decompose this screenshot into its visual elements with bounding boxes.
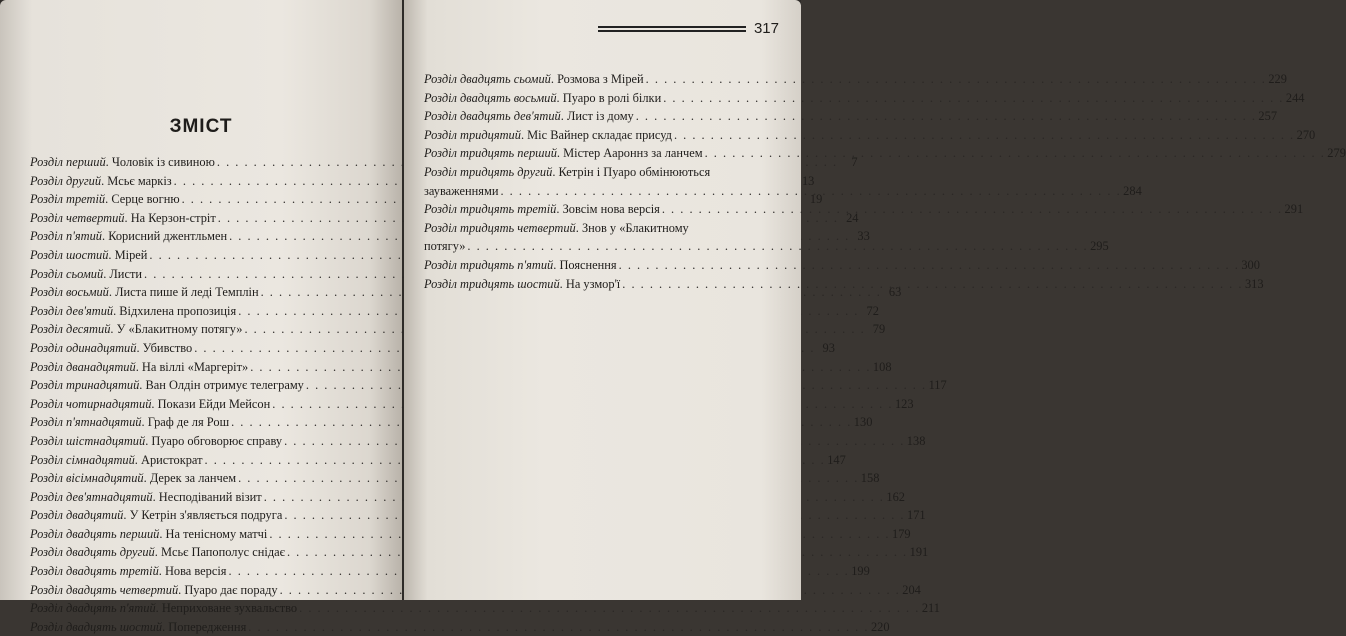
separator: . xyxy=(101,229,109,244)
chapter-label: Розділ шістнадцятий xyxy=(30,433,146,448)
toc-entry-text xyxy=(30,581,278,600)
separator: . xyxy=(152,489,159,504)
chapter-label: Розділ одинадцятий xyxy=(30,340,137,355)
toc-entry-text xyxy=(424,256,617,275)
toc-entry xyxy=(424,144,1346,163)
toc-entry-text xyxy=(30,339,192,358)
chapter-page-number: 220 xyxy=(870,619,890,634)
chapter-page-number: 295 xyxy=(1090,239,1109,254)
toc-entry xyxy=(30,413,873,432)
chapter-label: Розділ вісімнадцятий xyxy=(30,471,144,486)
chapter-page-number: 191 xyxy=(909,545,929,560)
separator: . xyxy=(159,526,166,541)
chapter-title: На віллі «Маргеріт» xyxy=(141,359,249,374)
chapter-page-number: 19 xyxy=(809,192,823,207)
chapter-page-number: 108 xyxy=(872,359,892,374)
leader-dots xyxy=(662,200,1283,219)
chapter-label: Розділ п'ятнадцятий xyxy=(30,415,142,430)
chapter-title: Мсьє маркіз xyxy=(107,173,172,188)
toc-entry xyxy=(30,469,880,488)
chapter-title: На тенісному матчі xyxy=(165,526,268,541)
toc-entry-text xyxy=(30,246,147,265)
toc-entry-text xyxy=(30,599,297,618)
chapter-page-number: 79 xyxy=(872,322,886,337)
toc-entry xyxy=(30,395,914,414)
separator: . xyxy=(134,452,141,467)
separator: . xyxy=(136,340,143,355)
chapter-title: Мсьє Папополус снідає xyxy=(160,545,285,560)
separator: . xyxy=(151,396,158,411)
separator: . xyxy=(162,619,169,634)
chapter-title: Нова версія xyxy=(164,564,227,579)
separator: . xyxy=(123,508,130,523)
chapter-page-number: 24 xyxy=(846,210,859,225)
separator: . xyxy=(520,127,528,142)
chapter-label: Розділ дев'ятнадцятий xyxy=(30,489,153,504)
chapter-page-number: 211 xyxy=(921,601,940,616)
toc-entry xyxy=(30,302,879,321)
chapter-label: Розділ тридцятий xyxy=(424,127,521,142)
toc-entry-text xyxy=(424,126,672,145)
chapter-label: Розділ третій xyxy=(30,192,106,207)
leader-dots xyxy=(705,144,1326,163)
chapter-title: Покази Ейди Мейсон xyxy=(157,396,271,411)
toc-entry-text xyxy=(30,488,262,507)
toc-entry xyxy=(30,339,835,358)
chapter-label: Розділ двадцять другий xyxy=(30,545,155,560)
toc-entry-text xyxy=(30,358,248,377)
toc-entry-text xyxy=(30,562,227,581)
separator: . xyxy=(552,164,559,179)
chapter-page-number: 229 xyxy=(1268,72,1287,86)
chapter-title: Зовсім нова версія xyxy=(562,202,660,217)
chapter-page-number: 313 xyxy=(1244,276,1264,291)
toc-entry xyxy=(30,562,870,581)
chapter-title: Пуаро в ролі білки xyxy=(562,90,662,105)
chapter-title: Неприховане зухвальство xyxy=(161,601,298,616)
chapter-page-number: 130 xyxy=(853,415,873,430)
chapter-title: Граф де ля Рош xyxy=(147,415,230,430)
chapter-label: Розділ тридцять третій xyxy=(424,202,557,217)
toc-entry-text xyxy=(424,70,644,89)
chapter-page-number: 244 xyxy=(1285,90,1305,105)
toc-entry xyxy=(30,599,940,618)
chapter-page-number: 138 xyxy=(906,433,926,448)
chapter-label: Розділ двадцять п'ятий xyxy=(30,601,156,616)
chapter-title: Пуаро обговорює справу xyxy=(151,433,283,448)
separator: . xyxy=(145,433,152,448)
toc-entry-first-line xyxy=(424,219,779,238)
toc-entry xyxy=(30,581,921,600)
separator: . xyxy=(110,322,117,337)
toc-entry-text xyxy=(30,413,229,432)
chapter-label: Розділ тридцять четвертий xyxy=(424,220,576,235)
header-rule xyxy=(598,24,746,34)
chapter-page-number: 291 xyxy=(1284,202,1304,217)
chapter-title: У Кетрін з'являється подруга xyxy=(129,508,283,523)
toc-entry-text xyxy=(424,89,661,108)
toc-title: ЗМІСТ xyxy=(169,116,233,137)
toc-entry-text xyxy=(30,376,304,395)
chapter-page-number: 63 xyxy=(888,285,902,300)
chapter-title: Убивство xyxy=(142,340,193,355)
separator: . xyxy=(113,303,120,318)
leader-dots xyxy=(646,70,1267,89)
leader-dots xyxy=(299,599,920,618)
separator: . xyxy=(141,415,148,430)
toc-entry-text xyxy=(30,302,236,321)
toc-entry-text xyxy=(30,395,270,414)
chapter-title: Несподіваний візит xyxy=(158,489,262,504)
toc-entry-text xyxy=(30,618,246,636)
separator: . xyxy=(560,109,567,124)
toc-entry xyxy=(30,506,926,525)
toc-entry-text xyxy=(424,221,689,235)
toc-entry-text xyxy=(30,432,282,451)
chapter-title: Листи xyxy=(109,266,142,281)
toc-entry xyxy=(424,126,1316,145)
toc-entry-text xyxy=(424,200,660,219)
chapter-title: Пояснення xyxy=(559,257,617,272)
chapter-label: Розділ тридцять перший xyxy=(424,146,557,161)
chapter-title: Аристократ xyxy=(141,452,203,467)
toc-entry-text xyxy=(424,165,710,179)
chapter-page-number: 7 xyxy=(851,155,858,169)
chapter-page-number: 270 xyxy=(1296,127,1316,142)
chapter-label: Розділ сьомий xyxy=(30,266,104,281)
chapter-label: Розділ двадцять перший xyxy=(30,526,160,541)
chapter-title-continuation: потягу» xyxy=(424,239,466,254)
chapter-title: Серце вогню xyxy=(111,192,180,207)
chapter-label: Розділ чотирнадцятий xyxy=(30,396,152,411)
toc-entry-text xyxy=(30,320,242,339)
chapter-title: Лист із дому xyxy=(566,109,634,124)
toc-entry xyxy=(424,256,1260,275)
chapter-title: Чоловік із сивиною xyxy=(111,155,215,169)
chapter-label: Розділ перший xyxy=(30,155,106,169)
chapter-title: Міс Вайнер складає присуд xyxy=(527,127,672,142)
toc-entry-text xyxy=(30,209,216,228)
chapter-title: Попередження xyxy=(168,619,247,634)
separator: . xyxy=(556,146,564,161)
toc-entry-text xyxy=(30,227,227,246)
chapter-label: Розділ двадцять восьмий xyxy=(424,90,557,105)
chapter-title: Відхилена пропозиція xyxy=(119,303,237,318)
chapter-title: Листа пише й леді Темплін xyxy=(115,285,259,300)
toc-entry xyxy=(30,432,926,451)
chapter-label: Розділ четвертий xyxy=(30,210,125,225)
chapter-title: Містер Аароннз за ланчем xyxy=(563,146,703,161)
toc-entry xyxy=(424,70,1287,89)
toc-entry xyxy=(30,358,892,377)
chapter-page-number: 93 xyxy=(822,340,835,355)
chapter-page-number: 123 xyxy=(894,396,914,411)
separator: . xyxy=(575,220,582,235)
toc-entry-text xyxy=(30,283,259,302)
chapter-page-number: 162 xyxy=(886,489,905,504)
chapter-label: Розділ двадцять дев'ятий xyxy=(424,109,561,124)
toc-entry-text xyxy=(30,525,267,544)
separator: . xyxy=(178,582,185,597)
chapter-label: Розділ тридцять шостий xyxy=(424,276,560,291)
chapter-label: Розділ десятий xyxy=(30,322,111,337)
toc-entry-text xyxy=(424,107,634,126)
leader-dots xyxy=(500,182,1121,201)
toc-entry xyxy=(424,237,1109,256)
toc-entry xyxy=(30,525,911,544)
toc-entry xyxy=(30,451,846,470)
separator: . xyxy=(158,564,165,579)
chapter-label: Розділ двадцять третій xyxy=(30,564,159,579)
page-number: 317 xyxy=(753,20,779,37)
chapter-title: Мірей xyxy=(114,247,148,262)
chapter-page-number: 257 xyxy=(1258,109,1278,124)
chapter-page-number: 158 xyxy=(860,471,880,486)
chapter-label: Розділ двадцять сьомий xyxy=(424,72,551,86)
chapter-title-continuation: зауваженнями xyxy=(424,183,499,198)
separator: . xyxy=(135,359,142,374)
toc-entry xyxy=(30,618,890,636)
toc-entry xyxy=(424,107,1278,126)
chapter-page-number: 72 xyxy=(866,303,879,318)
toc-entry xyxy=(30,376,947,395)
separator: . xyxy=(559,276,566,291)
chapter-page-number: 300 xyxy=(1241,257,1260,272)
chapter-title: Кетрін і Пуаро обмінюються xyxy=(558,164,711,179)
separator: . xyxy=(143,471,150,486)
running-head xyxy=(598,20,779,37)
chapter-label: Розділ дванадцятий xyxy=(30,359,136,374)
separator: . xyxy=(553,257,560,272)
toc-entry-text xyxy=(424,275,620,294)
separator: . xyxy=(124,210,131,225)
chapter-title: На Керзон-стріт xyxy=(130,210,216,225)
separator: . xyxy=(103,266,110,281)
chapter-label: Розділ тридцять другий xyxy=(424,164,553,179)
toc-entry-text xyxy=(30,469,236,488)
chapter-title: На узмор'ї xyxy=(565,276,621,291)
chapter-title: Знов у «Блакитному xyxy=(581,220,689,235)
chapter-label: Розділ тринадцятий xyxy=(30,378,140,393)
chapter-title: Дерек за ланчем xyxy=(149,471,237,486)
toc-entry-text xyxy=(30,172,172,191)
separator: . xyxy=(101,173,108,188)
chapter-page-number: 284 xyxy=(1123,183,1142,198)
separator: . xyxy=(105,155,112,169)
toc-entry-text xyxy=(30,153,215,172)
chapter-page-number: 171 xyxy=(907,508,926,523)
toc-entry-text xyxy=(30,265,142,284)
chapter-title: Розмова з Мірей xyxy=(557,72,644,86)
chapter-label: Розділ восьмий xyxy=(30,285,109,300)
chapter-page-number: 179 xyxy=(892,526,911,541)
chapter-page-number: 13 xyxy=(801,173,815,188)
toc-entry-text xyxy=(30,451,203,470)
toc-entry xyxy=(30,246,378,265)
chapter-title: У «Блакитному потягу» xyxy=(116,322,243,337)
separator: . xyxy=(155,601,162,616)
chapter-label: Розділ двадцять шостий xyxy=(30,619,163,634)
leader-dots xyxy=(663,89,1284,108)
chapter-page-number: 33 xyxy=(857,229,870,244)
toc-entry-text xyxy=(30,190,180,209)
toc-entry-text xyxy=(30,543,285,562)
chapter-title: Пуаро дає пораду xyxy=(184,582,278,597)
leader-dots xyxy=(622,275,1243,294)
chapter-label: Розділ дев'ятий xyxy=(30,303,114,318)
toc-entry-text xyxy=(424,144,703,163)
separator: . xyxy=(556,202,563,217)
chapter-title: Ван Олдін отримує телеграму xyxy=(145,378,304,393)
toc-entry-first-line xyxy=(424,163,779,182)
chapter-label: Розділ двадцятий xyxy=(30,508,124,523)
chapter-label: Розділ тридцять п'ятий xyxy=(424,257,554,272)
leader-dots xyxy=(636,107,1257,126)
chapter-label: Розділ шостий xyxy=(30,247,109,262)
leader-dots xyxy=(248,618,869,636)
separator: . xyxy=(556,90,563,105)
leader-dots xyxy=(674,126,1295,145)
chapter-label: Розділ другий xyxy=(30,173,102,188)
chapter-page-number: 204 xyxy=(902,582,921,597)
toc-entry xyxy=(424,89,1305,108)
separator: . xyxy=(108,285,116,300)
chapter-page-number: 199 xyxy=(851,564,870,579)
separator: . xyxy=(108,247,115,262)
separator: . xyxy=(105,192,112,207)
separator: . xyxy=(550,72,558,86)
chapter-page-number: 279 xyxy=(1327,146,1346,161)
chapter-label: Розділ сімнадцятий xyxy=(30,452,135,467)
toc-entry xyxy=(30,488,905,507)
leader-dots xyxy=(467,237,1088,256)
separator: . xyxy=(154,545,161,560)
chapter-label: Розділ п'ятий xyxy=(30,229,102,244)
chapter-page-number: 147 xyxy=(827,452,846,467)
toc-entry xyxy=(30,543,929,562)
chapter-label: Розділ двадцять четвертий xyxy=(30,582,179,597)
chapter-page-number: 117 xyxy=(928,378,947,393)
leader-dots xyxy=(619,256,1240,275)
separator: . xyxy=(139,378,146,393)
toc-entry xyxy=(30,265,378,284)
chapter-title: Корисний джентльмен xyxy=(108,229,228,244)
toc-entry-text xyxy=(30,506,282,525)
toc-entry xyxy=(30,320,886,339)
